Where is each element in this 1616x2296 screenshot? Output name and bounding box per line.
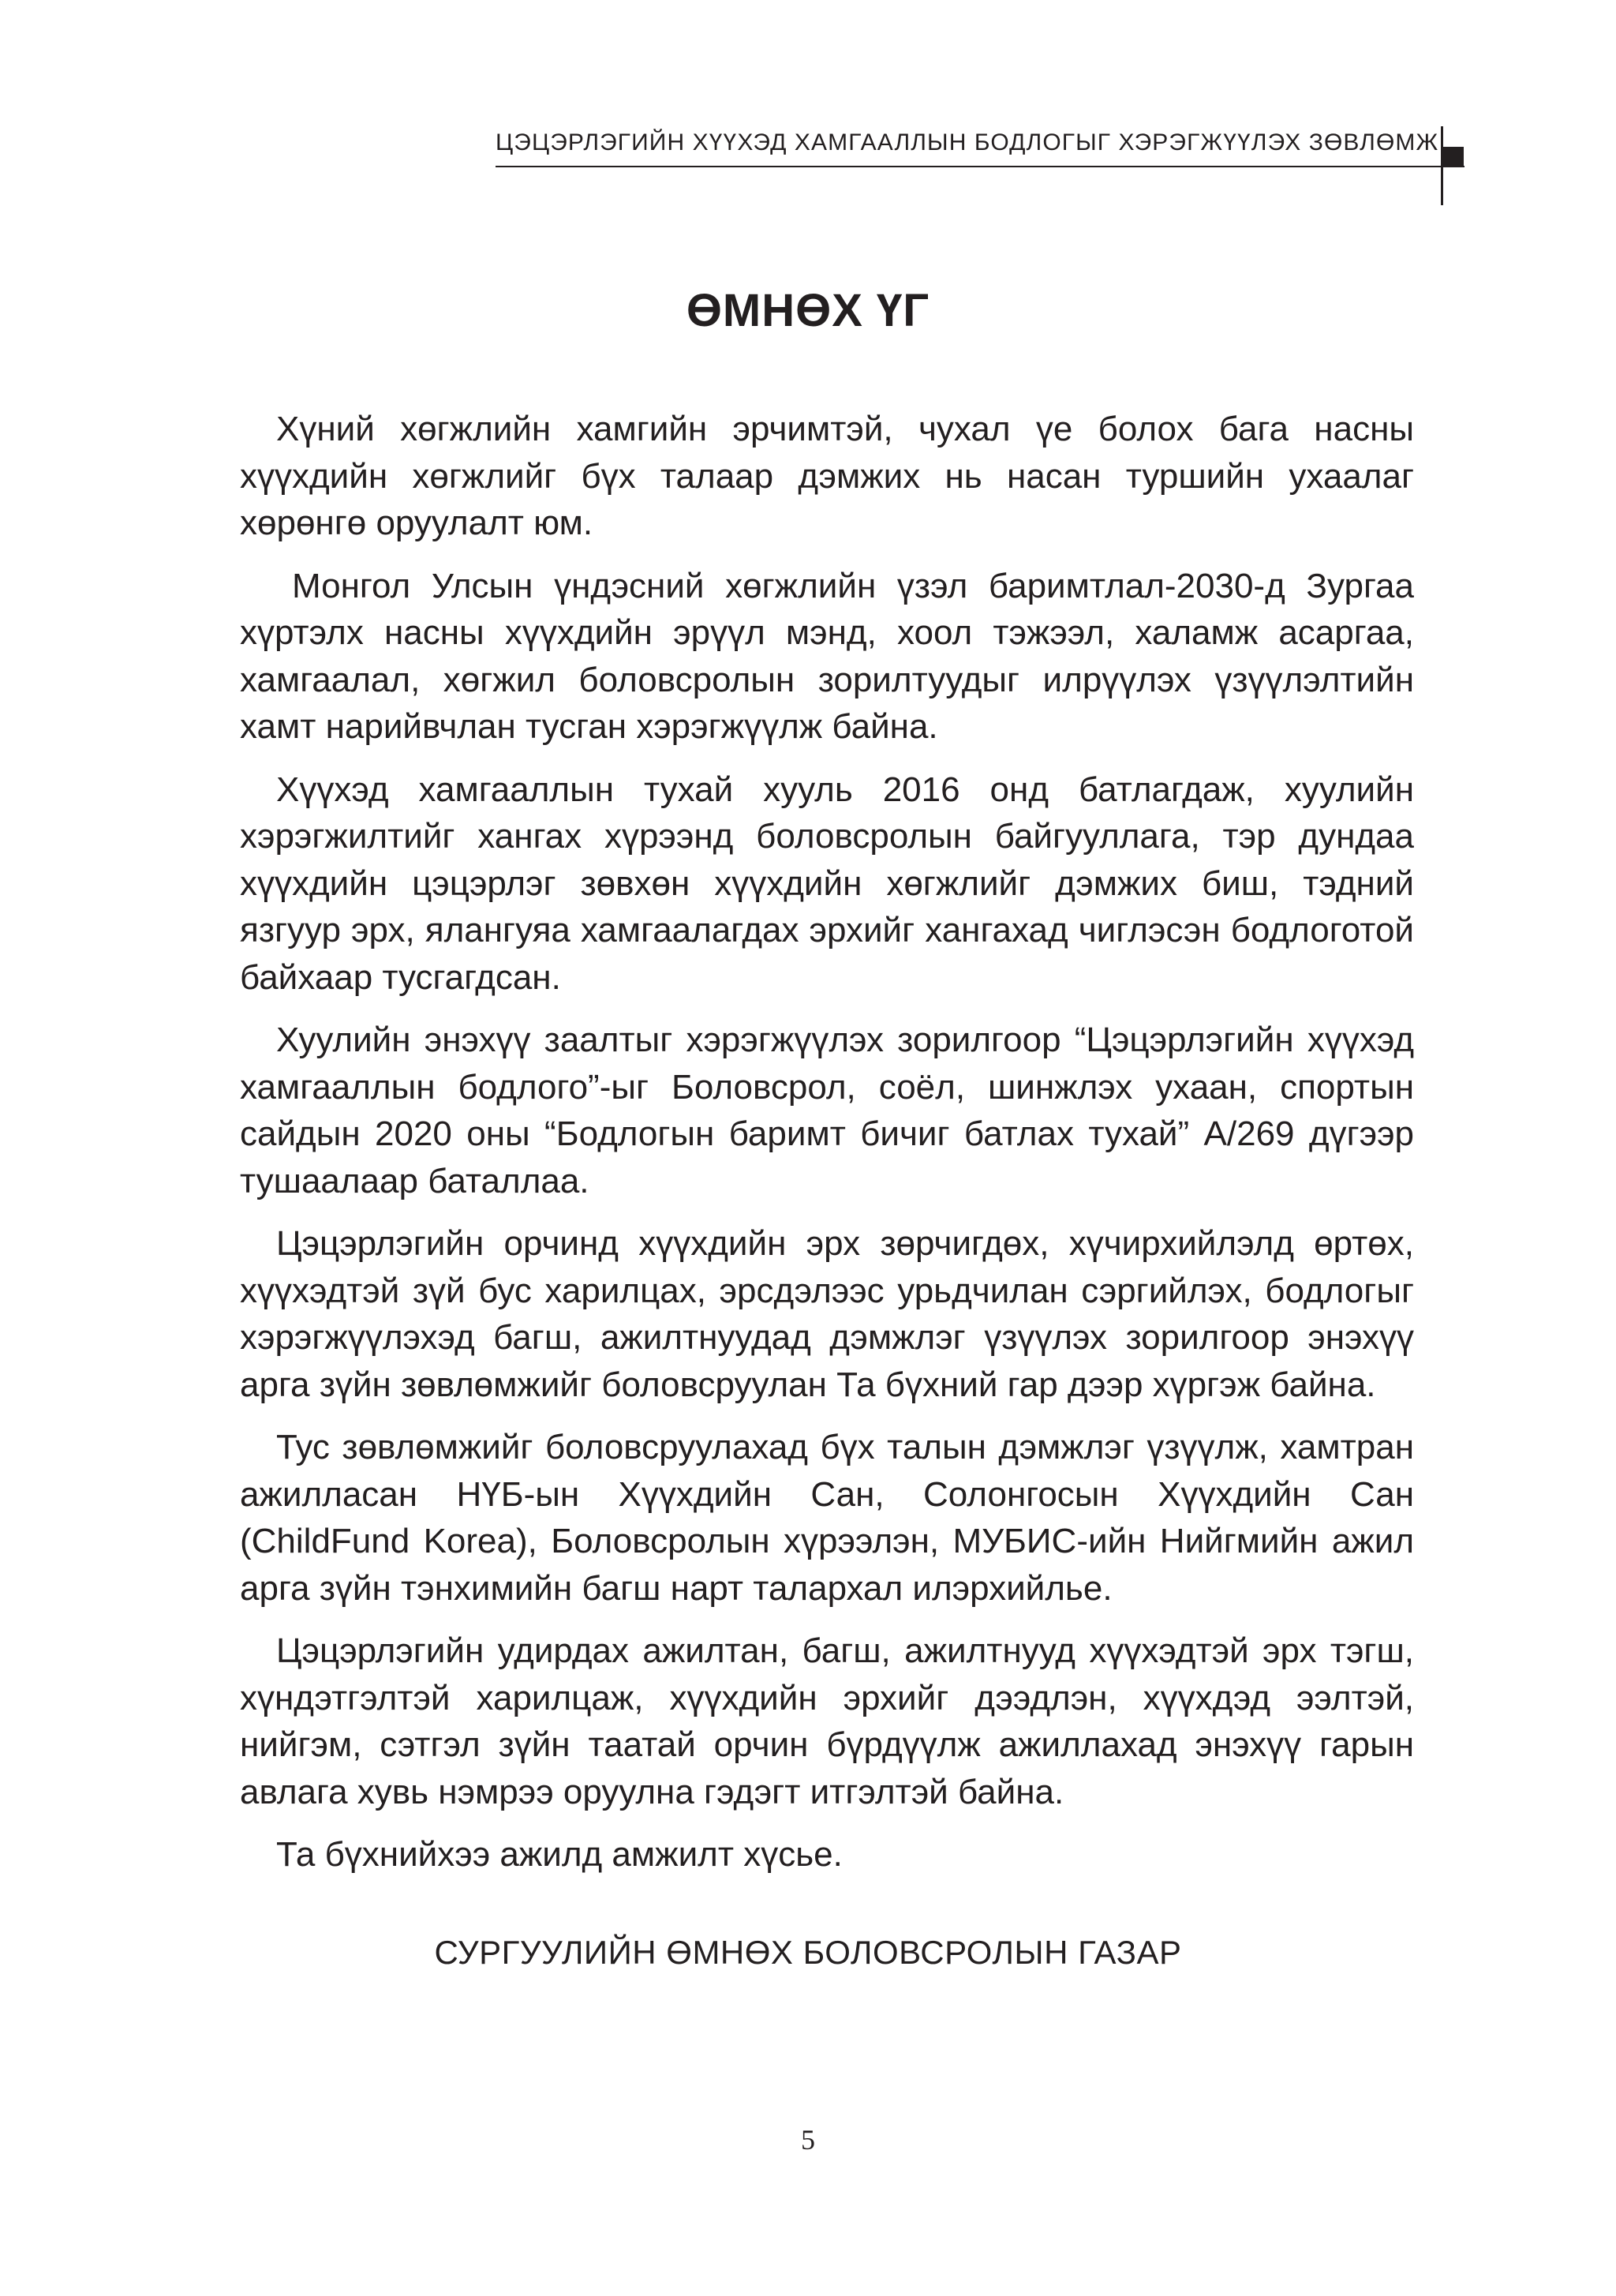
paragraph: Та бүхнийхээ ажилд амжилт хүсье. xyxy=(276,1835,843,1874)
paragraph: Монгол Улсын үндэсний хөгжлийн үзэл баримтлал-2030-д Зургаа хүртэлх насны хүүхдийн эрүүл мэнд, хоол тэжээл, халамж асаргаа, хамгаалал, хөгжил боловсролын зорилтуудыг илрүүлэх үзүүлэлтийн хамт нарийвчлан тусган хэрэгжүүлж байна. xyxy=(240,566,1414,746)
page-title: ӨМНӨХ ҮГ xyxy=(686,285,930,336)
paragraph: Хүүхэд хамгааллын тухай хууль 2016 онд батлагдаж, хуулийн хэрэгжилтийг хангах хүрээнд боловсролын байгууллага, тэр дундаа хүүхдийн цэцэрлэг зөвхөн хүүхдийн хөгжлийг дэмжих биш, тэдний язгуур эрх, ялангуяа хамгаалагдах эрхийг хангахад чиглэсэн бодлоготой байхаар тусгагдсан. xyxy=(240,770,1414,997)
paragraph: Хүний хөгжлийн хамгийн эрчимтэй, чухал үе болох бага насны хүүхдийн хөгжлийг бүх талаар дэмжих нь насан туршийн ухаалаг хөрөнгө оруулалт юм. xyxy=(240,410,1414,542)
header-corner-square xyxy=(1443,147,1464,167)
header-rule xyxy=(496,166,1464,167)
running-title: ЦЭЦЭРЛЭГИЙН ХҮҮХЭД ХАМГААЛЛЫН БОДЛОГЫГ ХЭРЭГЖҮҮЛЭХ ЗӨВЛӨМЖ xyxy=(496,129,1439,155)
paragraph: Тус зөвлөмжийг боловсруулахад бүх талын дэмжлэг үзүүлж, хамтран ажилласан НҮБ-ын Хүүхдийн Сан, Солонгосын Хүүхдийн Сан (ChildFund Korea), Боловсролын хүрээлэн, МУБИС-ийн Нийгмийн ажил арга зүйн тэнхимийн багш нарт талархал илэрхийлье. xyxy=(240,1428,1414,1608)
paragraph: Цэцэрлэгийн орчинд хүүхдийн эрх зөрчигдөх, хүчирхийлэлд өртөх, хүүхэдтэй зүй бус харилцах, эрсдэлээс урьдчилан сэргийлэх, бодлогыг хэрэгжүүлэхэд багш, ажилтнуудад дэмжлэг үзүүлэх зорилгоор энэхүү арга зүйн зөвлөмжийг боловсруулан Та бүхний гар дээр хүргэж байна. xyxy=(240,1224,1414,1404)
signature-organization: СУРГУУЛИЙН ӨМНӨХ БОЛОВСРОЛЫН ГАЗАР xyxy=(434,1934,1182,1971)
foreword-body xyxy=(240,406,1414,1894)
paragraph: Хуулийн энэхүү заалтыг хэрэгжүүлэх зорилгоор “Цэцэрлэгийн хүүхэд хамгааллын бодлого”-ыг Боловсрол, соёл, шинжлэх ухаан, спортын сайдын 2020 оны “Бодлогын баримт бичиг батлах тухай” А/269 дүгээр тушаалаар баталлаа. xyxy=(240,1021,1414,1200)
paragraph: Цэцэрлэгийн удирдах ажилтан, багш, ажилтнууд хүүхэдтэй эрх тэгш, хүндэтгэлтэй харилцаж, хүүхдийн эрхийг дээдлэн, хүүхдэд ээлтэй, нийгэм, сэтгэл зүйн таатай орчин бүрдүүлж ажиллахад энэхүү гарын авлага хувь нэмрээ оруулна гэдэгт итгэлтэй байна. xyxy=(240,1631,1414,1811)
page-header xyxy=(0,0,1616,221)
page-number: 5 xyxy=(801,2124,815,2156)
